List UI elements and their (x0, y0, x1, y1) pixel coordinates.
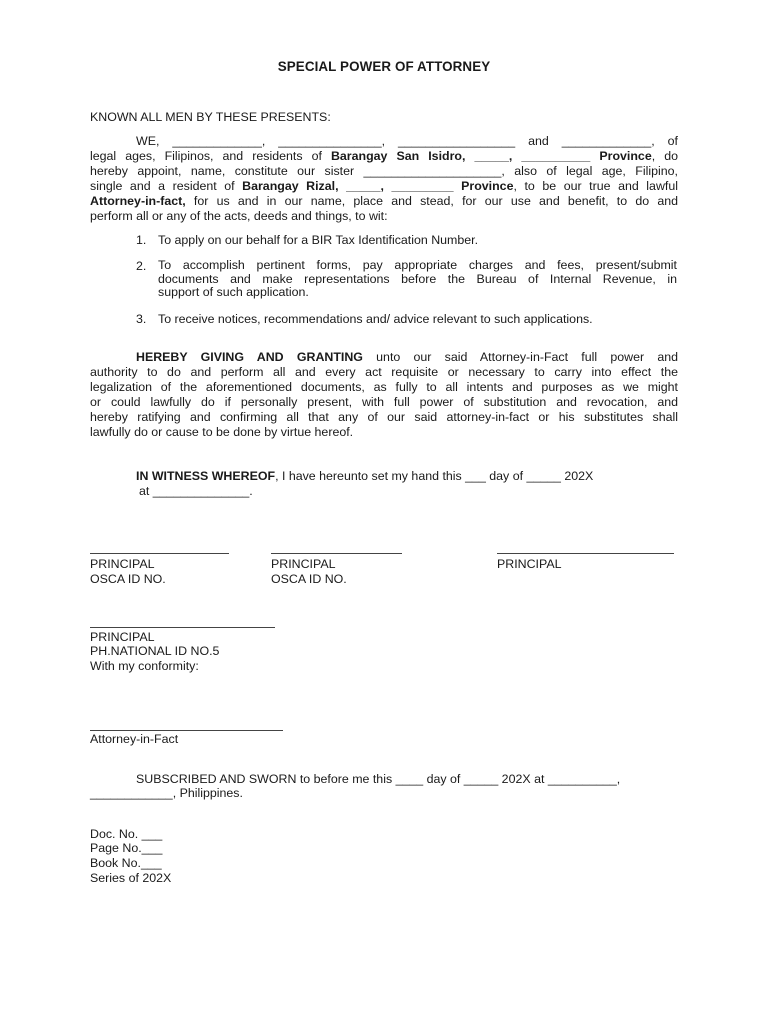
intro-line-1: WE, _____________, _______________, _________________ and _____________, of (136, 134, 678, 148)
jurat-line-2: ____________, Philippines. (90, 786, 243, 800)
list-item-text: To accomplish pertinent forms, pay appropriate charges and fees, present/submit documents and make representations before the Bureau of Internal Revenue, in support of such application. (158, 258, 677, 299)
principal-role: PRINCIPAL (90, 557, 155, 571)
signature-line (497, 553, 674, 554)
list-item-text: To apply on our behalf for a BIR Tax Identification Number. (158, 233, 479, 247)
list-item-number: 2. (136, 259, 147, 273)
list-item-number: 1. (136, 233, 147, 247)
attorney-in-fact-role: Attorney-in-Fact (90, 732, 179, 746)
intro-line-5: Attorney-in-fact, for us and in our name, place and stead, for our use and benefit, to do and (90, 194, 678, 208)
signature-line (271, 553, 402, 554)
page-no: Page No.___ (90, 841, 163, 855)
witness-place: at ______________. (139, 484, 253, 498)
intro-line-4: single and a resident of Barangay Rizal, _____, _________ Province, to be our true and lawful (90, 179, 678, 193)
series: Series of 202X (90, 871, 172, 885)
intro-paragraph (90, 134, 678, 224)
granting-paragraph: HEREBY GIVING AND GRANTING unto our said Attorney-in-Fact full power and authority to do and perform all and every act requisite or necessary to carry into effect the legalization of the aforementioned documents, as fully to all intents and purposes as we might or could lawfully do if personally present, with full power of substitution and revocation, and hereby ratifying and confirming all that any of our said attorney-in-fact or his substitutes shall lawfully do or cause to be done by virtue hereof. (90, 350, 678, 439)
list-item-number: 3. (136, 312, 147, 326)
list-item-text: To receive notices, recommendations and/ advice relevant to such applications. (158, 312, 593, 326)
conformity-label: With my conformity: (90, 659, 199, 673)
principal-role: PRINCIPAL (271, 557, 336, 571)
granting-line-1: HEREBY GIVING AND GRANTING unto our said Attorney-in-Fact full power and (136, 350, 678, 364)
signature-line (90, 553, 229, 554)
document-title: SPECIAL POWER OF ATTORNEY (277, 59, 491, 74)
book-no: Book No.___ (90, 856, 162, 870)
principal-role: PRINCIPAL (90, 630, 155, 644)
greeting: KNOWN ALL MEN BY THESE PRESENTS: (90, 110, 331, 124)
intro-line-3: hereby appoint, name, constitute our sister ____________________, also of legal age, Filipino, (90, 164, 678, 178)
intro-line-6: perform all or any of the acts, deeds and things, to wit: (90, 209, 388, 223)
principal-id: OSCA ID NO. (271, 572, 347, 586)
witness-clause: IN WITNESS WHEREOF, I have hereunto set my hand this ___ day of _____ 202X (136, 469, 594, 483)
doc-no: Doc. No. ___ (90, 827, 163, 841)
signature-line (90, 730, 283, 731)
principal-role: PRINCIPAL (497, 557, 562, 571)
intro-line-2: legal ages, Filipinos, and residents of Barangay San Isidro, _____, __________ Province, do (90, 149, 678, 163)
jurat-line-1: SUBSCRIBED AND SWORN to before me this ____ day of _____ 202X at __________, (136, 772, 621, 786)
principal-id: OSCA ID NO. (90, 572, 166, 586)
signature-line (90, 627, 275, 628)
principal-id: PH.NATIONAL ID NO.5 (90, 644, 220, 658)
